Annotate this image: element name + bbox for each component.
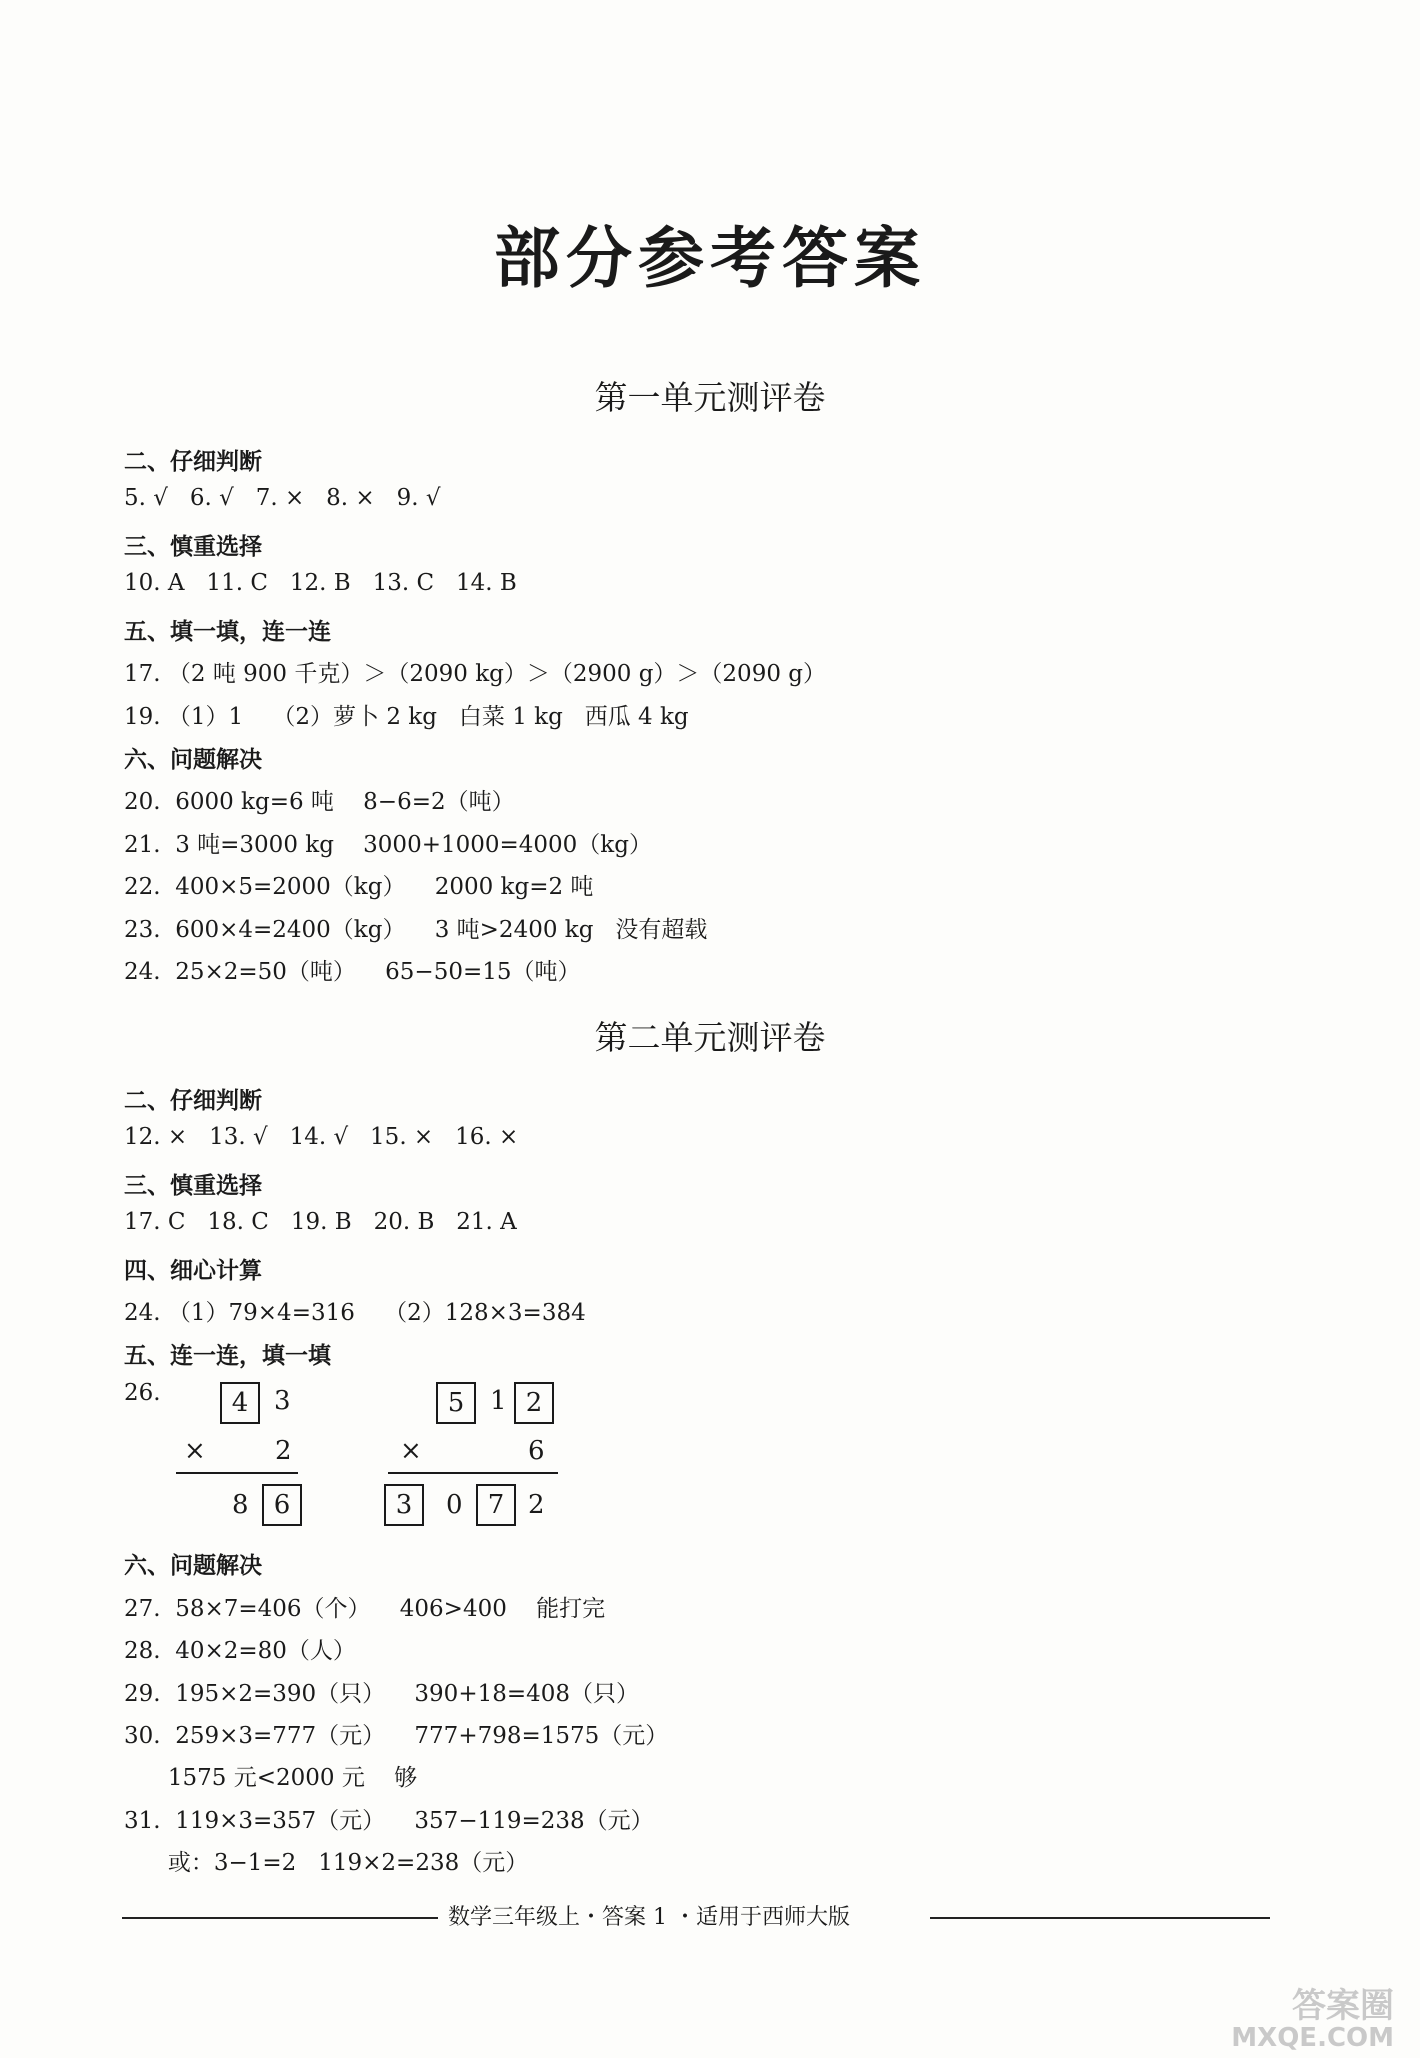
u1-problem-24: 24. 25×2=50（吨） 65−50=15（吨） — [124, 959, 581, 985]
u1-problem-23: 23. 600×4=2400（kg） 3 吨>2400 kg 没有超载 — [124, 917, 708, 943]
calc-a-multiplier: 2 — [275, 1436, 292, 1466]
calc-b-res-digit: 0 — [446, 1490, 463, 1520]
u1-fill-19: 19. （1）1 （2）萝卜 2 kg 白菜 1 kg 西瓜 4 kg — [124, 704, 689, 730]
calc-b-res-last: 2 — [528, 1490, 545, 1520]
calc-a-digit-top: 3 — [274, 1386, 291, 1416]
calc-a-mult-sign: × — [184, 1436, 206, 1466]
calc-a-res-digit: 8 — [232, 1490, 249, 1520]
u2-sec-choice: 三、慎重选择 — [124, 1173, 262, 1199]
calc-b-mult-sign: × — [400, 1436, 422, 1466]
u1-judge-answers: 5. √ 6. √ 7. × 8. × 9. √ — [124, 485, 441, 511]
u2-problem-27: 27. 58×7=406（个） 406>400 能打完 — [124, 1596, 606, 1622]
u1-sec-fill: 五、填一填，连一连 — [124, 619, 331, 645]
u2-judge-answers: 12. × 13. √ 14. √ 15. × 16. × — [124, 1124, 519, 1150]
calc-b-box-top1: 5 — [436, 1382, 476, 1424]
footer-rule-left — [122, 1917, 438, 1919]
u2-sec-judge: 二、仔细判断 — [124, 1088, 262, 1114]
u2-sec-fill: 五、连一连，填一填 — [124, 1343, 331, 1369]
watermark-line2: MXQE.COM — [1231, 2022, 1394, 2053]
u1-sec-choice: 三、慎重选择 — [124, 534, 262, 560]
u2-problem-30-cont: 1575 元<2000 元 够 — [124, 1765, 418, 1791]
u2-calc-24: 24. （1）79×4=316 （2）128×3=384 — [124, 1300, 586, 1326]
u1-problem-21: 21. 3 吨=3000 kg 3000+1000=4000（kg） — [124, 832, 652, 858]
calc-b-digit-top: 1 — [490, 1386, 507, 1416]
u1-problem-20: 20. 6000 kg=6 吨 8−6=2（吨） — [124, 789, 515, 815]
u2-sec-problems: 六、问题解决 — [124, 1553, 262, 1579]
calc-a-box-top: 4 — [220, 1382, 260, 1424]
u1-sec-problems: 六、问题解决 — [124, 747, 262, 773]
u2-choice-answers: 17. C 18. C 19. B 20. B 21. A — [124, 1209, 517, 1235]
unit2-heading: 第二单元测评卷 — [594, 1018, 826, 1057]
u1-sec-judge: 二、仔细判断 — [124, 449, 262, 475]
page-title: 部分参考答案 — [494, 219, 926, 297]
watermark-line1: 答案圈 — [1292, 1986, 1394, 2027]
u1-problem-22: 22. 400×5=2000（kg） 2000 kg=2 吨 — [124, 874, 594, 900]
u2-problem-30: 30. 259×3=777（元） 777+798=1575（元） — [124, 1723, 669, 1749]
calc-b-multiplier: 6 — [528, 1436, 545, 1466]
calc-b-rule — [388, 1472, 558, 1474]
calc-b-box-res1: 3 — [384, 1484, 424, 1526]
calc-b-box-res2: 7 — [476, 1484, 516, 1526]
u2-problem-31-alt: 或：3−1=2 119×2=238（元） — [124, 1850, 529, 1876]
u2-problem-28: 28. 40×2=80（人） — [124, 1638, 356, 1664]
unit1-heading: 第一单元测评卷 — [594, 378, 826, 417]
calc-a-rule — [176, 1472, 298, 1474]
calc-b-box-top2: 2 — [514, 1382, 554, 1424]
u2-fill-26-label: 26. — [124, 1380, 161, 1406]
calc-a-box-res: 6 — [262, 1484, 302, 1526]
u2-problem-29: 29. 195×2=390（只） 390+18=408（只） — [124, 1681, 640, 1707]
u1-fill-17: 17. （2 吨 900 千克）＞（2090 kg）＞（2900 g）＞（2090 g） — [124, 661, 826, 687]
page-footer: 数学三年级上・答案 1 ・适用于西师大版 — [448, 1905, 850, 1930]
u2-problem-31: 31. 119×3=357（元） 357−119=238（元） — [124, 1808, 654, 1834]
u1-choice-answers: 10. A 11. C 12. B 13. C 14. B — [124, 570, 517, 596]
u2-sec-calc: 四、细心计算 — [124, 1258, 262, 1284]
watermark-logo — [1231, 1986, 1394, 2053]
footer-rule-right — [930, 1917, 1270, 1919]
